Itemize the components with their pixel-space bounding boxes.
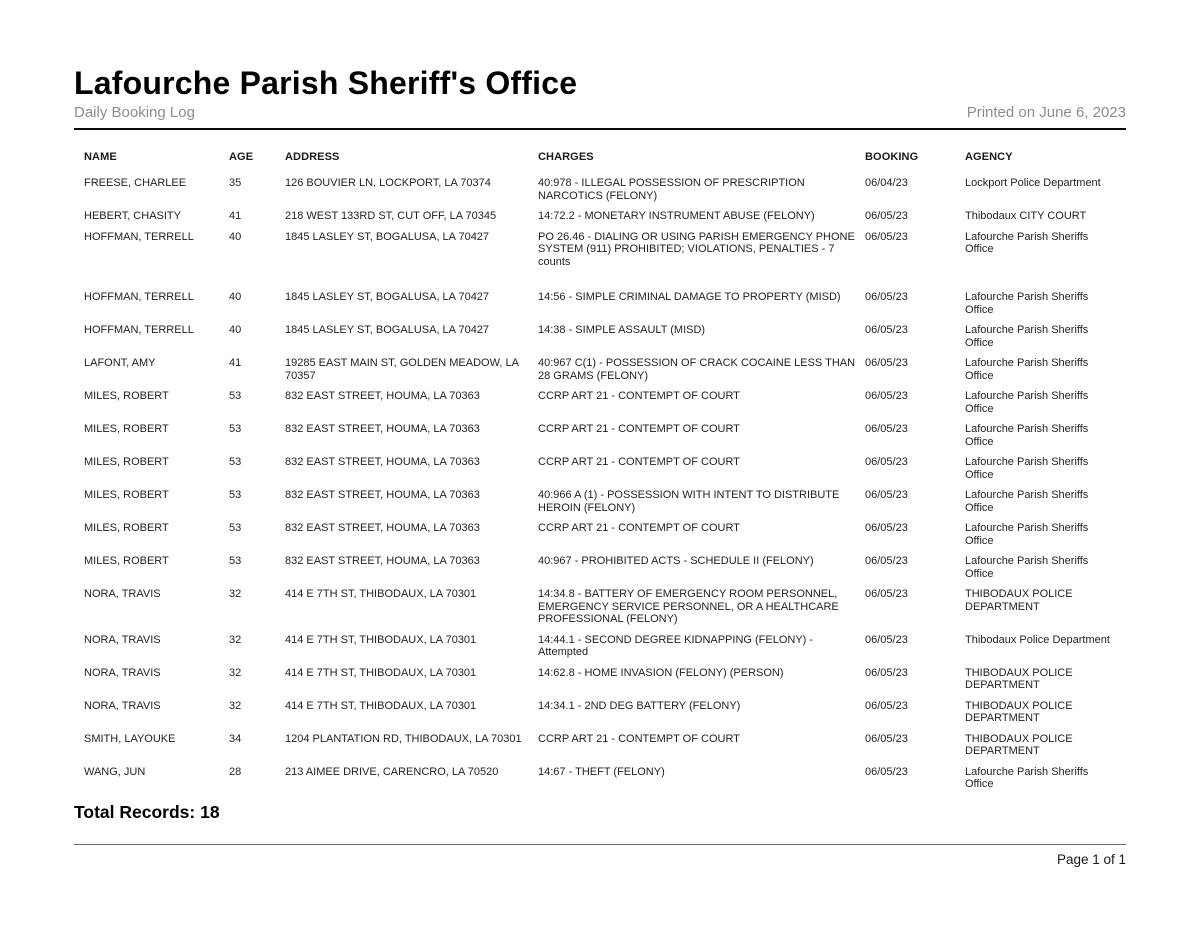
cell-charges: CCRP ART 21 - CONTEMPT OF COURT: [538, 456, 740, 468]
cell-name: MILES, ROBERT: [84, 555, 169, 567]
cell-age: 41: [229, 357, 242, 369]
cell-booking: 06/05/23: [865, 390, 908, 402]
cell-address: 1845 LASLEY ST, BOGALUSA, LA 70427: [285, 291, 490, 303]
cell-age: 35: [229, 177, 242, 189]
cell-address: 832 EAST STREET, HOUMA, LA 70363: [285, 423, 480, 435]
cell-booking: 06/05/23: [865, 291, 908, 303]
cell-agency: Thibodaux Police Department: [965, 633, 1110, 646]
cell-name: MILES, ROBERT: [84, 456, 169, 468]
cell-age: 53: [229, 489, 242, 501]
table-row: [74, 227, 1126, 288]
cell-charges: 14:34.1 - 2ND DEG BATTERY (FELONY): [538, 699, 741, 712]
cell-charges: 40:978 - ILLEGAL POSSESSION OF PRESCRIPTION NARCOTICS (FELONY): [538, 177, 805, 202]
cell-address: 414 E 7TH ST, THIBODAUX, LA 70301: [285, 588, 477, 600]
cell-address: 126 BOUVIER LN, LOCKPORT, LA 70374: [285, 177, 491, 189]
cell-address: 1845 LASLEY ST, BOGALUSA, LA 70427: [285, 230, 490, 243]
cell-agency: Lafourche Parish Sheriffs Office: [965, 522, 1089, 547]
cell-age: 40: [229, 291, 242, 303]
table-row: [74, 584, 1126, 630]
cell-agency: Lafourche Parish Sheriffs Office: [965, 555, 1089, 580]
cell-charges: 14:44.1 - SECOND DEGREE KIDNAPPING (FELONY) - Attempted: [538, 633, 814, 658]
col-header-booking: BOOKING: [865, 151, 919, 163]
cell-charges: 14:34.8 - BATTERY OF EMERGENCY ROOM PERSONNEL, EMERGENCY SERVICE PERSONNEL, OR A HEALTHCARE PROFESSIONAL (FELONY): [538, 588, 839, 625]
cell-age: 34: [229, 732, 242, 745]
cell-agency: THIBODAUX POLICE DEPARTMENT: [965, 732, 1073, 757]
table-row: [74, 206, 1126, 227]
cell-agency: Lafourche Parish Sheriffs Office: [965, 456, 1089, 481]
cell-booking: 06/05/23: [865, 357, 908, 369]
cell-booking: 06/05/23: [865, 324, 908, 336]
cell-charges: 14:38 - SIMPLE ASSAULT (MISD): [538, 324, 706, 336]
cell-name: HOFFMAN, TERRELL: [84, 324, 194, 336]
cell-age: 32: [229, 666, 242, 679]
cell-agency: Lafourche Parish Sheriffs Office: [965, 390, 1089, 415]
cell-agency: Lafourche Parish Sheriffs Office: [965, 324, 1089, 349]
cell-booking: 06/05/23: [865, 765, 908, 778]
cell-age: 32: [229, 633, 242, 646]
table-row: [74, 762, 1126, 795]
cell-agency: Lafourche Parish Sheriffs Office: [965, 423, 1089, 448]
cell-booking: 06/05/23: [865, 230, 908, 243]
cell-name: NORA, TRAVIS: [84, 633, 161, 646]
cell-agency: Lafourche Parish Sheriffs Office: [965, 489, 1089, 514]
document-subheader: [74, 104, 1126, 130]
table-row: [74, 663, 1126, 696]
cell-charges: CCRP ART 21 - CONTEMPT OF COURT: [538, 522, 740, 534]
cell-agency: Lafourche Parish Sheriffs Office: [965, 230, 1089, 255]
cell-booking: 06/05/23: [865, 555, 908, 567]
cell-charges: 14:56 - SIMPLE CRIMINAL DAMAGE TO PROPERTY (MISD): [538, 291, 841, 303]
cell-address: 832 EAST STREET, HOUMA, LA 70363: [285, 555, 480, 567]
table-row: [74, 485, 1126, 518]
cell-age: 53: [229, 555, 242, 567]
cell-agency: Lafourche Parish Sheriffs Office: [965, 765, 1089, 790]
cell-name: NORA, TRAVIS: [84, 666, 161, 679]
cell-address: 832 EAST STREET, HOUMA, LA 70363: [285, 390, 480, 402]
table-row: [74, 320, 1126, 353]
cell-agency: THIBODAUX POLICE DEPARTMENT: [965, 666, 1073, 691]
cell-address: 832 EAST STREET, HOUMA, LA 70363: [285, 489, 480, 501]
page-number: Page 1 of 1: [1056, 852, 1126, 867]
cell-charges: 14:67 - THEFT (FELONY): [538, 765, 665, 778]
cell-name: HEBERT, CHASITY: [84, 210, 181, 222]
cell-charges: 14:62.8 - HOME INVASION (FELONY) (PERSON): [538, 666, 784, 679]
table-row: [74, 386, 1126, 419]
printed-date: Printed on June 6, 2023: [966, 104, 1126, 121]
cell-agency: THIBODAUX POLICE DEPARTMENT: [965, 699, 1073, 724]
cell-age: 53: [229, 423, 242, 435]
cell-agency: Thibodaux CITY COURT: [965, 210, 1087, 222]
cell-booking: 06/05/23: [865, 489, 908, 501]
cell-booking: 06/05/23: [865, 456, 908, 468]
cell-booking: 06/05/23: [865, 633, 908, 646]
cell-address: 414 E 7TH ST, THIBODAUX, LA 70301: [285, 699, 477, 712]
table-row: [74, 729, 1126, 762]
cell-charges: PO 26.46 - DIALING OR USING PARISH EMERGENCY PHONE SYSTEM (911) PROHIBITED; VIOLATIONS, PENALTIES - 7 counts: [538, 230, 855, 268]
cell-address: 832 EAST STREET, HOUMA, LA 70363: [285, 522, 480, 534]
cell-age: 53: [229, 522, 242, 534]
cell-address: 1204 PLANTATION RD, THIBODAUX, LA 70301: [285, 732, 522, 745]
cell-charges: 14:72.2 - MONETARY INSTRUMENT ABUSE (FELONY): [538, 210, 815, 222]
cell-address: 1845 LASLEY ST, BOGALUSA, LA 70427: [285, 324, 490, 336]
booking-table: [74, 130, 1126, 795]
cell-address: 832 EAST STREET, HOUMA, LA 70363: [285, 456, 480, 468]
cell-name: NORA, TRAVIS: [84, 699, 161, 712]
cell-charges: 40:967 C(1) - POSSESSION OF CRACK COCAINE LESS THAN 28 GRAMS (FELONY): [538, 357, 856, 382]
page-title: Lafourche Parish Sheriff's Office: [74, 65, 578, 101]
cell-agency: Lafourche Parish Sheriffs Office: [965, 291, 1089, 316]
total-records: Total Records: 18: [74, 801, 220, 822]
cell-name: MILES, ROBERT: [84, 423, 169, 435]
cell-age: 53: [229, 456, 242, 468]
col-header-address: ADDRESS: [285, 151, 340, 163]
cell-name: SMITH, LAYOUKE: [84, 732, 176, 745]
cell-booking: 06/04/23: [865, 177, 908, 189]
table-row: [74, 518, 1126, 551]
table-row: [74, 287, 1126, 320]
table-row: [74, 419, 1126, 452]
booking-table-body: [74, 173, 1126, 795]
cell-agency: Lockport Police Department: [965, 177, 1101, 189]
col-header-name: NAME: [84, 151, 117, 163]
cell-booking: 06/05/23: [865, 423, 908, 435]
cell-address: 213 AIMEE DRIVE, CARENCRO, LA 70520: [285, 765, 499, 778]
cell-name: MILES, ROBERT: [84, 522, 169, 534]
cell-booking: 06/05/23: [865, 210, 908, 222]
cell-age: 40: [229, 324, 242, 336]
cell-address: 414 E 7TH ST, THIBODAUX, LA 70301: [285, 666, 477, 679]
cell-name: MILES, ROBERT: [84, 390, 169, 402]
cell-name: HOFFMAN, TERRELL: [84, 230, 194, 243]
col-header-agency: AGENCY: [965, 151, 1013, 163]
cell-booking: 06/05/23: [865, 666, 908, 679]
cell-name: MILES, ROBERT: [84, 489, 169, 501]
cell-age: 40: [229, 230, 242, 243]
cell-age: 32: [229, 699, 242, 712]
col-header-charges: CHARGES: [538, 151, 594, 163]
cell-name: NORA, TRAVIS: [84, 588, 161, 600]
report-subtitle: Daily Booking Log: [74, 104, 195, 121]
cell-address: 218 WEST 133RD ST, CUT OFF, LA 70345: [285, 210, 497, 222]
document-content: [74, 0, 1126, 823]
table-row: [74, 696, 1126, 729]
cell-name: WANG, JUN: [84, 765, 146, 778]
cell-booking: 06/05/23: [865, 732, 908, 745]
cell-age: 28: [229, 765, 242, 778]
cell-agency: THIBODAUX POLICE DEPARTMENT: [965, 588, 1073, 613]
cell-address: 19285 EAST MAIN ST, GOLDEN MEADOW, LA 70357: [285, 357, 519, 382]
cell-booking: 06/05/23: [865, 522, 908, 534]
page-footer: [74, 844, 1126, 867]
cell-name: FREESE, CHARLEE: [84, 177, 187, 189]
cell-charges: CCRP ART 21 - CONTEMPT OF COURT: [538, 390, 740, 402]
cell-age: 53: [229, 390, 242, 402]
cell-booking: 06/05/23: [865, 588, 908, 600]
table-row: [74, 353, 1126, 386]
cell-age: 32: [229, 588, 242, 600]
table-row: [74, 452, 1126, 485]
cell-charges: CCRP ART 21 - CONTEMPT OF COURT: [538, 732, 740, 745]
cell-charges: CCRP ART 21 - CONTEMPT OF COURT: [538, 423, 740, 435]
cell-charges: 40:967 - PROHIBITED ACTS - SCHEDULE II (FELONY): [538, 555, 814, 567]
cell-booking: 06/05/23: [865, 699, 908, 712]
cell-name: LAFONT, AMY: [84, 357, 156, 369]
booking-table-header: [74, 130, 1126, 173]
cell-name: HOFFMAN, TERRELL: [84, 291, 194, 303]
table-row: [74, 630, 1126, 663]
cell-address: 414 E 7TH ST, THIBODAUX, LA 70301: [285, 633, 477, 646]
table-row: [74, 173, 1126, 206]
col-header-age: AGE: [229, 151, 254, 163]
cell-charges: 40:966 A (1) - POSSESSION WITH INTENT TO DISTRIBUTE HEROIN (FELONY): [538, 489, 840, 514]
cell-age: 41: [229, 210, 242, 222]
table-row: [74, 551, 1126, 584]
cell-agency: Lafourche Parish Sheriffs Office: [965, 357, 1089, 382]
